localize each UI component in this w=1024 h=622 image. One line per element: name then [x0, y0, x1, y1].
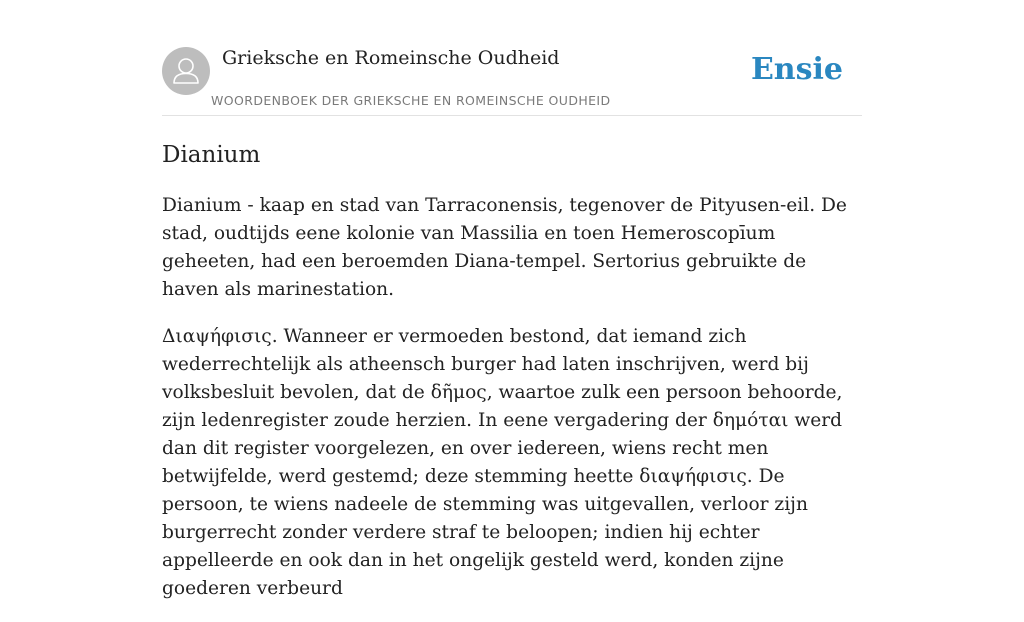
source-subtitle[interactable]: WOORDENBOEK DER GRIEKSCHE EN ROMEINSCHE OUDHEID	[211, 93, 611, 108]
ensie-logo[interactable]: Ensie	[750, 52, 843, 87]
source-title[interactable]: Grieksche en Romeinsche Oudheid	[222, 47, 560, 69]
source-header	[162, 46, 862, 116]
article-paragraph: Dianium - kaap en stad van Tarraconensis, tegenover de Pityusen-eil. De stad, oudtijds eene kolonie van Massilia en toen Hemeroscopīum geheeten, had een beroemden Diana-tempel. Sertorius gebruikte de haven als marinestation.	[162, 195, 847, 300]
avatar[interactable]	[162, 47, 210, 95]
article-title: Dianium	[162, 142, 261, 168]
user-icon	[162, 47, 210, 95]
article	[162, 140, 862, 622]
article-paragraph: Διαψήφισις. Wanneer er vermoeden bestond, dat iemand zich wederrechtelijk als atheensch burger had laten inschrijven, werd bij volksbesluit bevolen, dat de δῆμος, waartoe zulk een persoon behoorde, zijn ledenregister zoude herzien. In eene vergadering der δημόται werd dan dit register voorgelezen, en over iedereen, wiens recht men betwijfelde, werd gestemd; deze stemming heette διαψήφισις. De persoon, te wiens nadeele de stemming was uitgevallen, verloor zijn burgerrecht zonder verdere straf te beloopen; indien hij echter appelleerde en ook dan in het ongelijk gesteld werd, konden zijne goederen verbeurd	[162, 326, 843, 599]
header-divider	[162, 115, 862, 116]
